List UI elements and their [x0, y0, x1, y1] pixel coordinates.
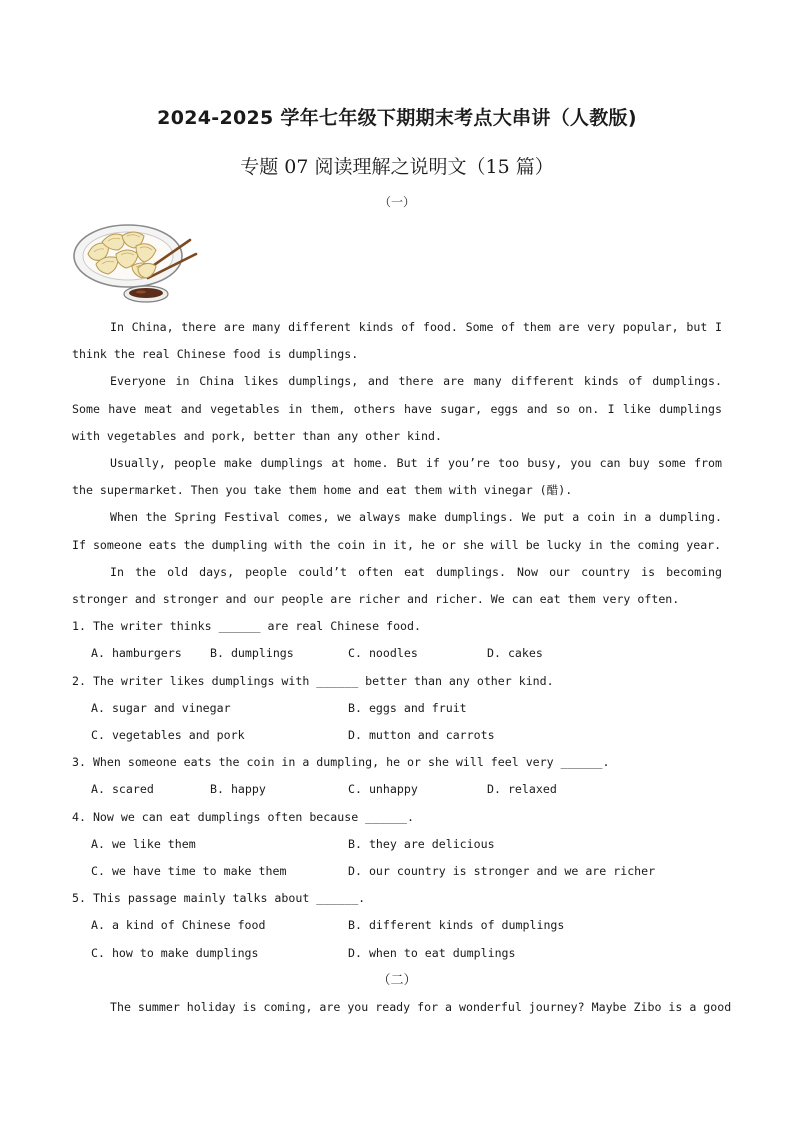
question-options: [72, 640, 722, 667]
question-stem: 4. Now we can eat dumplings often because ______.: [72, 809, 415, 824]
section-label-2: （二）: [377, 972, 417, 988]
article-body: [72, 314, 732, 1021]
option-c: C. noodles: [348, 646, 418, 661]
option-c: C. we have time to make them: [91, 864, 287, 879]
option-b: B. dumplings: [210, 646, 294, 661]
option-b: B. eggs and fruit: [348, 700, 467, 715]
document-title: 2024-2025 学年七年级下期期末考点大串讲（人教版): [157, 107, 637, 129]
option-d: D. our country is stronger and we are richer: [348, 864, 656, 879]
dumplings-illustration: [72, 218, 200, 310]
question-stem: 2. The writer likes dumplings with ______ better than any other kind.: [72, 673, 554, 688]
passage-paragraph: Usually, people make dumplings at home. But if you’re too busy, you can buy some from the supermarket. Then you take them home and eat them with vinegar (醋).: [72, 456, 722, 498]
option-d: D. mutton and carrots: [348, 728, 495, 743]
option-c: C. how to make dumplings: [91, 945, 259, 960]
option-a: A. a kind of Chinese food: [91, 918, 266, 933]
passage-paragraph: When the Spring Festival comes, we always make dumplings. We put a coin in a dumpling. If someone eats the dumpling with the coin in it, he or she will be lucky in the coming year.: [72, 510, 722, 552]
question-options: [72, 695, 722, 749]
option-a: A. scared: [91, 782, 154, 797]
question-stem: 3. When someone eats the coin in a dumpling, he or she will feel very ______.: [72, 755, 610, 770]
option-a: A. sugar and vinegar: [91, 700, 231, 715]
passage-paragraph: Everyone in China likes dumplings, and there are many different kinds of dumplings. Some have meat and vegetables in them, others have sugar, eggs and so on. I like dumplings with vegetables and pork, better than any other kind.: [72, 374, 722, 443]
option-d: D. when to eat dumplings: [348, 945, 516, 960]
question-options: [72, 831, 722, 885]
option-d: D. cakes: [487, 646, 543, 661]
document-subtitle: 专题 07 阅读理解之说明文（15 篇）: [240, 156, 554, 178]
option-b: B. different kinds of dumplings: [348, 918, 565, 933]
option-a: A. we like them: [91, 836, 196, 851]
question-options: [72, 912, 722, 966]
question-options: [72, 776, 722, 803]
question-stem: 1. The writer thinks ______ are real Chinese food.: [72, 619, 422, 634]
option-b: B. happy: [210, 782, 266, 797]
passage-paragraph: In China, there are many different kinds of food. Some of them are very popular, but I think the real Chinese food is dumplings.: [72, 320, 722, 362]
question-stem: 5. This passage mainly talks about ______.: [72, 891, 366, 906]
passage-paragraph: The summer holiday is coming, are you ready for a wonderful journey? Maybe Zibo is a good: [110, 1000, 732, 1015]
passage-paragraph: In the old days, people could’t often eat dumplings. Now our country is becoming stronger and stronger and our people are richer and richer. We can eat them very often.: [72, 564, 722, 607]
option-a: A. hamburgers: [91, 646, 182, 661]
option-c: C. vegetables and pork: [91, 728, 245, 743]
option-c: C. unhappy: [348, 782, 418, 797]
option-b: B. they are delicious: [348, 836, 495, 851]
section-label-1: （一）: [378, 195, 415, 209]
option-d: D. relaxed: [487, 782, 557, 797]
